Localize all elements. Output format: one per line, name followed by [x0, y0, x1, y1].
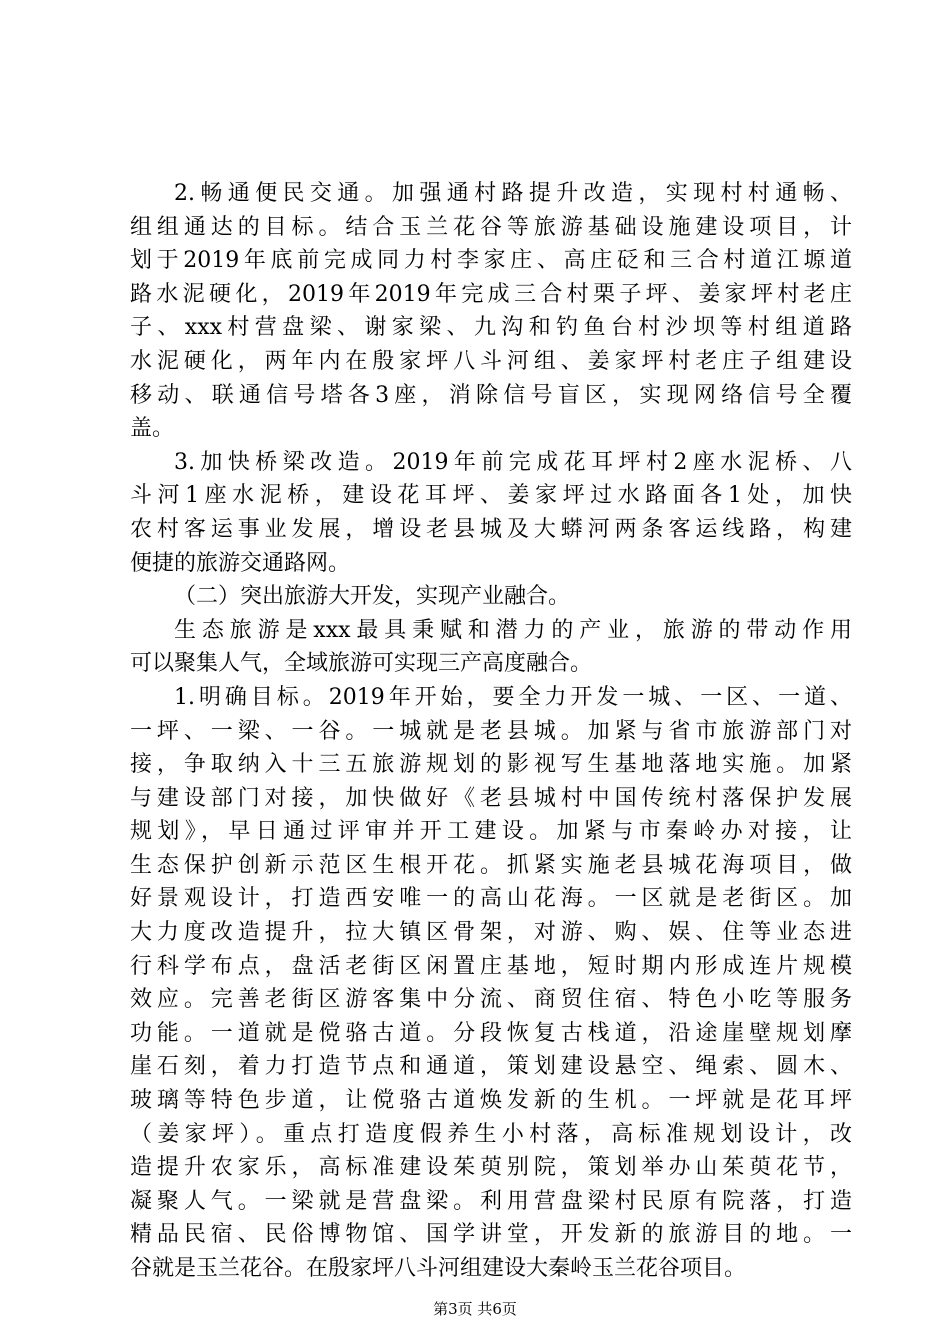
- text-line: 功能。一道就是傥骆古道。分段恢复古栈道，沿途崖壁规划摩: [130, 1020, 852, 1046]
- text-line: 接，争取纳入十三五旅游规划的影视写生基地落地实施。加紧: [130, 752, 852, 778]
- text-line: 凝聚人气。一梁就是营盘梁。利用营盘梁村民原有院落，打造: [130, 1188, 852, 1214]
- text-line: 大力度改造提升，拉大镇区骨架，对游、购、娱、住等业态进: [130, 920, 852, 946]
- text-line: 行科学布点，盘活老街区闲置庄基地，短时期内形成连片规模: [130, 953, 852, 979]
- text-line: 路水泥硬化，2019年2019年完成三合村栗子坪、姜家坪村老庄: [130, 281, 852, 307]
- text-line: 1.明确目标。2019年开始，要全力开发一城、一区、一道、: [174, 684, 852, 710]
- text-line: 谷就是玉兰花谷。在殷家坪八斗河组建设大秦岭玉兰花谷项目。: [130, 1256, 747, 1281]
- text-line: 玻璃等特色步道，让傥骆古道焕发新的生机。一坪就是花耳坪: [130, 1088, 852, 1114]
- text-line: 组组通达的目标。结合玉兰花谷等旅游基础设施建设项目，计: [130, 214, 852, 240]
- paragraph: [130, 580, 852, 614]
- paragraph: [130, 681, 852, 1286]
- text-line: 崖石刻，着力打造节点和通道，策划建设悬空、绳索、圆木、: [130, 1054, 852, 1080]
- text-line: 子、xxx村营盘梁、谢家梁、九沟和钓鱼台村沙坝等村组道路: [130, 315, 852, 341]
- paragraph: [130, 614, 852, 681]
- body-text: [130, 177, 852, 1286]
- paragraph: [130, 177, 852, 446]
- text-line: 2.畅通便民交通。加强通村路提升改造，实现村村通畅、: [174, 181, 852, 206]
- text-line: 一坪、一梁、一谷。一城就是老县城。加紧与省市旅游部门对: [130, 718, 852, 744]
- text-line: 效应。完善老街区游客集中分流、商贸住宿、特色小吃等服务: [130, 987, 852, 1013]
- text-line: 造提升农家乐，高标准建设茱萸别院，策划举办山茱萸花节，: [130, 1155, 852, 1181]
- text-line: 可以聚集人气，全域旅游可实现三产高度融合。: [130, 651, 593, 677]
- text-line: 规划》，早日通过评审并开工建设。加紧与市秦岭办对接，让: [130, 819, 852, 845]
- text-line: 与建设部门对接，加快做好《老县城村中国传统村落保护发展: [130, 785, 852, 811]
- text-line: 便捷的旅游交通路网。: [130, 550, 351, 576]
- text-line: （姜家坪）。重点打造度假养生小村落，高标准规划设计，改: [130, 1121, 852, 1147]
- text-line: 好景观设计，打造西安唯一的高山花海。一区就是老街区。加: [130, 886, 852, 912]
- text-line: 生态旅游是xxx最具秉赋和潜力的产业，旅游的带动作用: [174, 617, 852, 643]
- text-line: 农村客运事业发展，增设老县城及大蟒河两条客运线路，构建: [130, 516, 852, 542]
- text-line: 生态保护创新示范区生根开花。抓紧实施老县城花海项目，做: [130, 852, 852, 878]
- paragraph: [130, 446, 852, 580]
- text-line: 3.加快桥梁改造。2019年前完成花耳坪村2座水泥桥、八: [174, 449, 852, 475]
- text-line: 水泥硬化，两年内在殷家坪八斗河组、姜家坪村老庄子组建设: [130, 348, 852, 374]
- text-line: 精品民宿、民俗博物馆、国学讲堂，开发新的旅游目的地。一: [130, 1222, 852, 1248]
- text-line: 划于2019年底前完成同力村李家庄、高庄砭和三合村道江塬道: [130, 248, 852, 274]
- page-footer: 第3页 共6页: [433, 1300, 517, 1318]
- text-line: （二）突出旅游大开发，实现产业融合。: [174, 584, 571, 610]
- text-line: 斗河1座水泥桥，建设花耳坪、姜家坪过水路面各1处，加快: [130, 483, 852, 509]
- text-line: 盖。: [130, 416, 175, 442]
- text-line: 移动、联通信号塔各3座，消除信号盲区，实现网络信号全覆: [130, 382, 852, 408]
